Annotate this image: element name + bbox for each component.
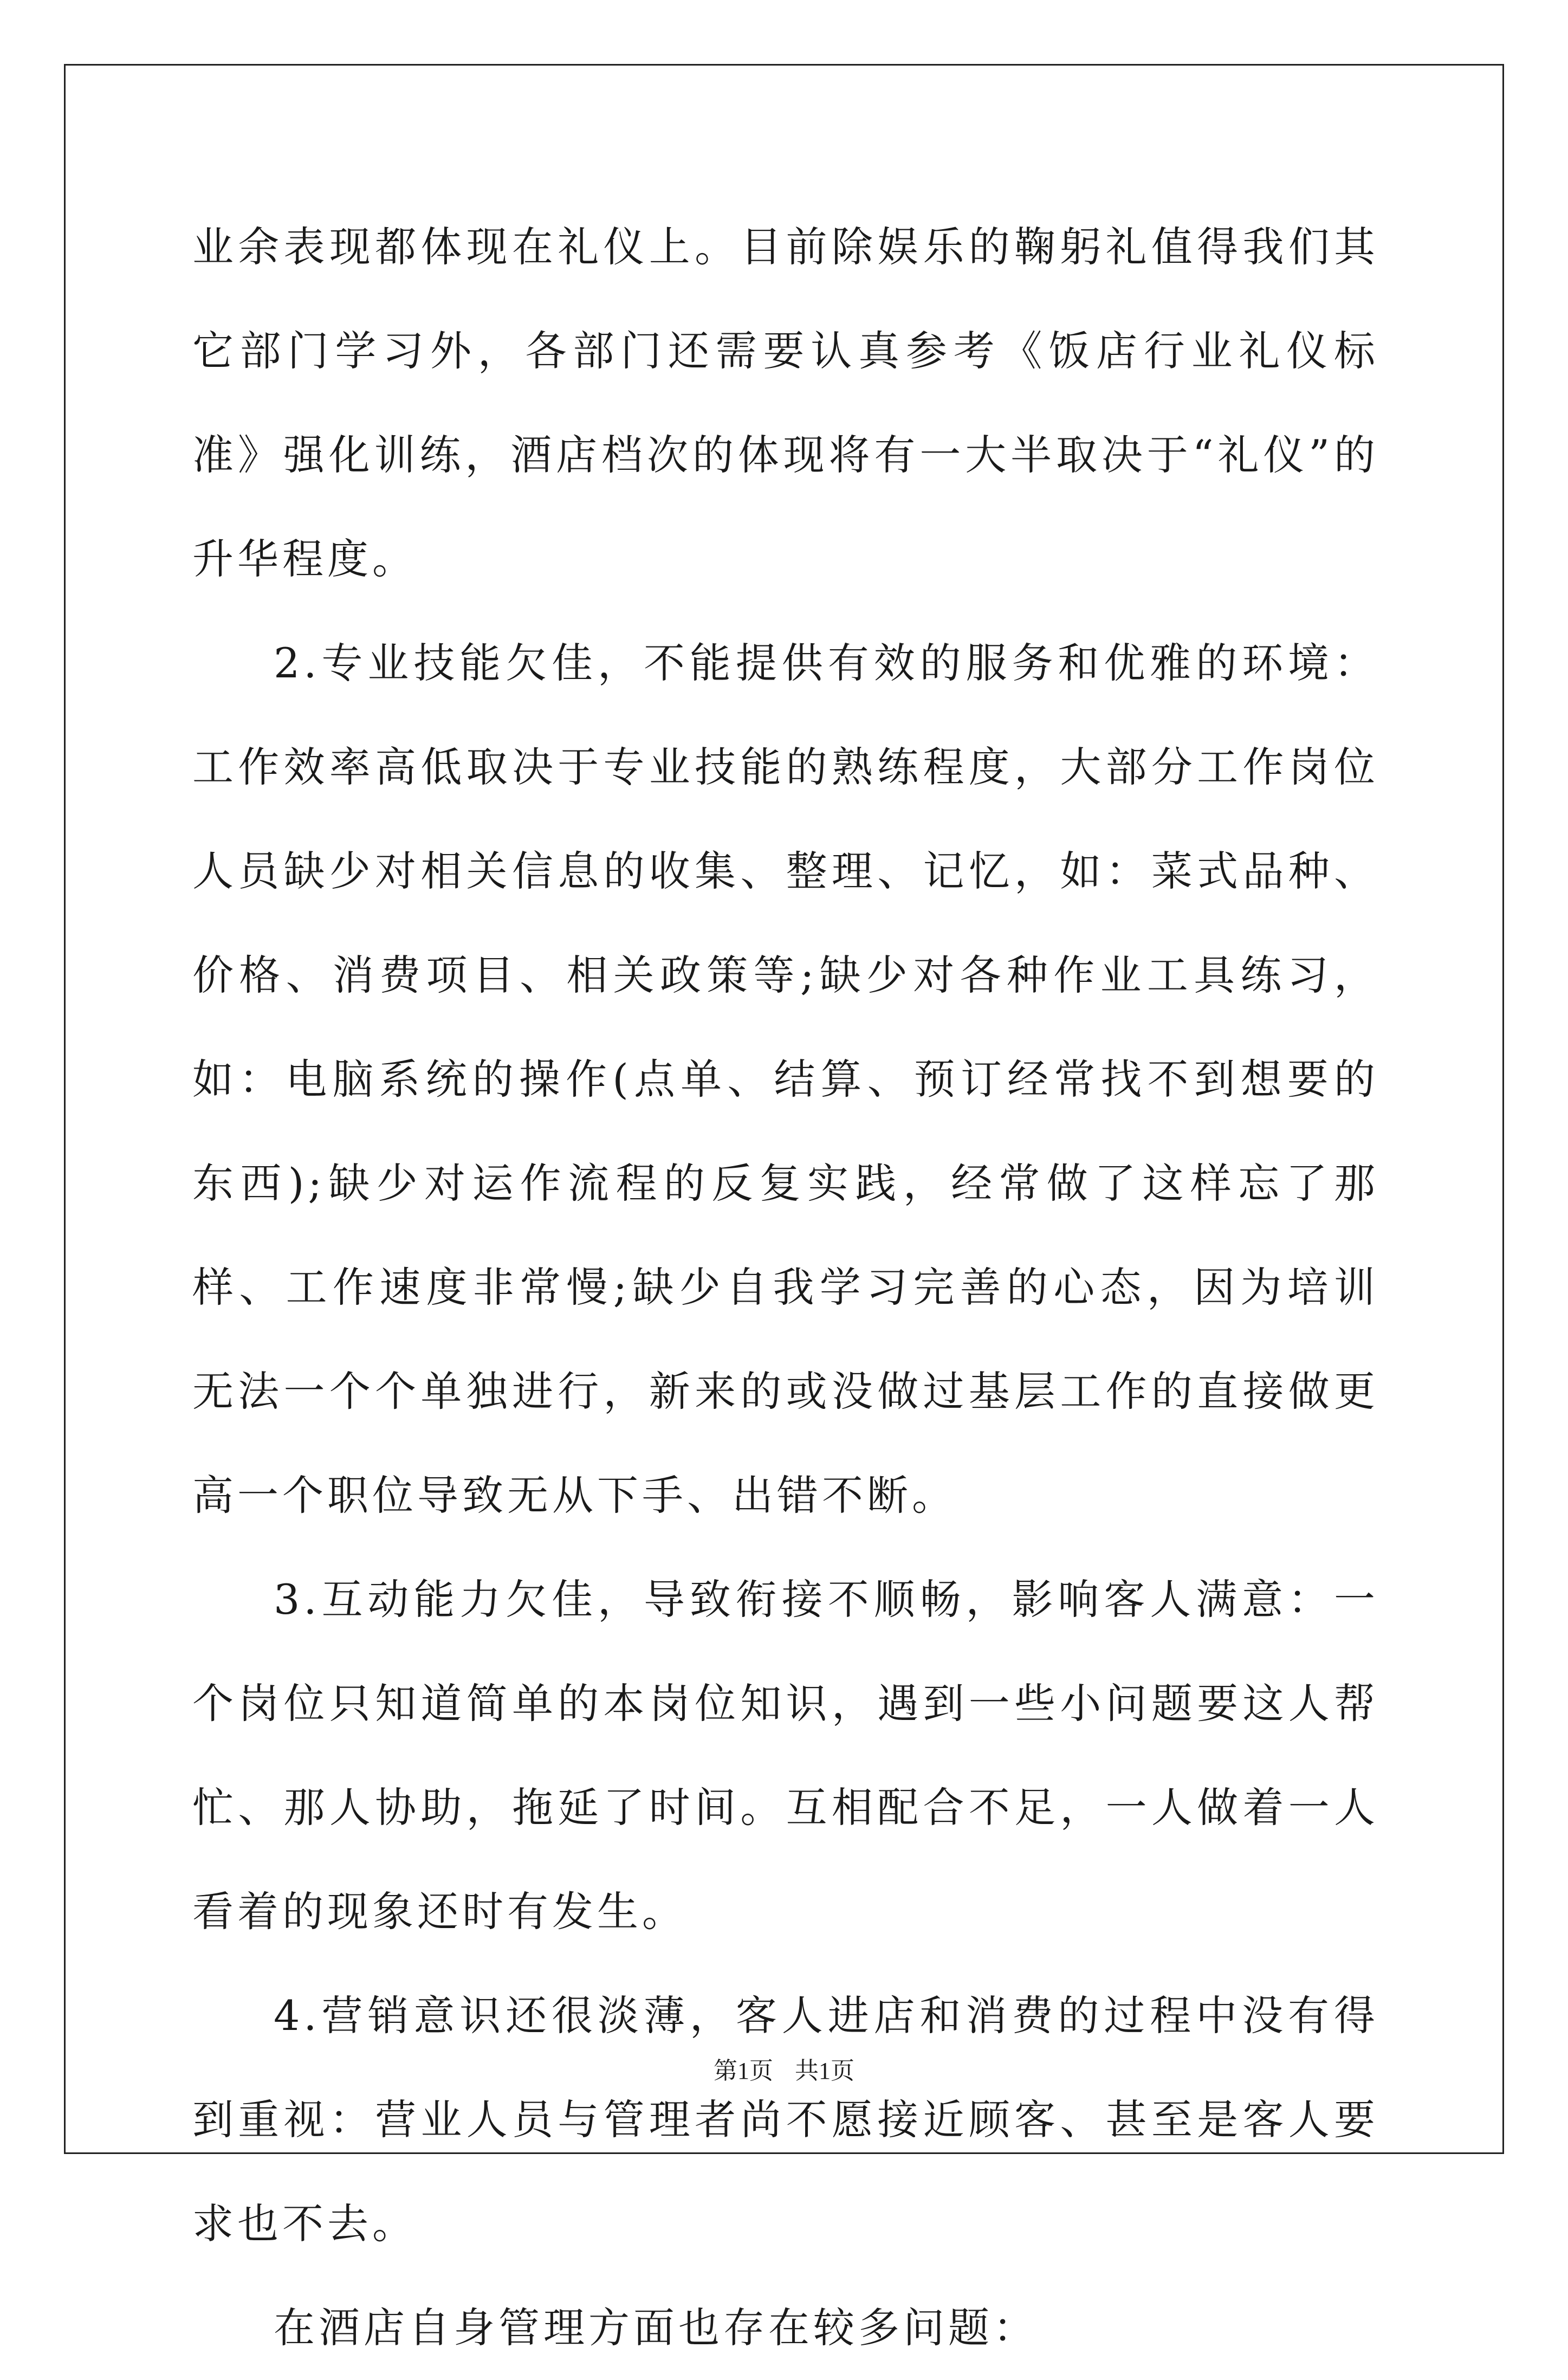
page-total: 共1页	[795, 2058, 854, 2084]
page-number: 第1页	[714, 2058, 773, 2084]
paragraph-1: 业余表现都体现在礼仪上。目前除娱乐的鞠躬礼值得我们其它部门学习外，各部门还需要认真参考《饭店行业礼仪标准》强化训练，酒店档次的体现将有一大半取决于“礼仪”的升华程度。	[192, 223, 1379, 583]
paragraph-2: 2.专业技能欠佳，不能提供有效的服务和优雅的环境：工作效率高低取决于专业技能的熟练程度，大部分工作岗位人员缺少对相关信息的收集、整理、记忆，如：菜式品种、价格、消费项目、相关政策等;缺少对各种作业工具练习，如：电脑系统的操作(点单、结算、预订经常找不到想要的东西);缺少对运作流程的反复实践，经常做了这样忘了那样、工作速度非常慢;缺少自我学习完善的心态，因为培训无法一个个单独进行，新来的或没做过基层工作的直接做更高一个职位导致无从下手、出错不断。	[192, 639, 1379, 1519]
paragraph-4: 4.营销意识还很淡薄，客人进店和消费的过程中没有得到重视：营业人员与管理者尚不愿接近顾客、甚至是客人要求也不去。	[192, 1991, 1379, 2248]
page-footer	[0, 2055, 1568, 2087]
paragraph-3: 3.互动能力欠佳，导致衔接不顺畅，影响客人满意：一个岗位只知道简单的本岗位知识，遇到一些小问题要这人帮忙、那人协助，拖延了时间。互相配合不足，一人做着一人看着的现象还时有发生。	[192, 1575, 1379, 1936]
paragraph-5: 在酒店自身管理方面也存在较多问题：	[274, 2304, 1038, 2352]
document-body	[192, 195, 1379, 2380]
